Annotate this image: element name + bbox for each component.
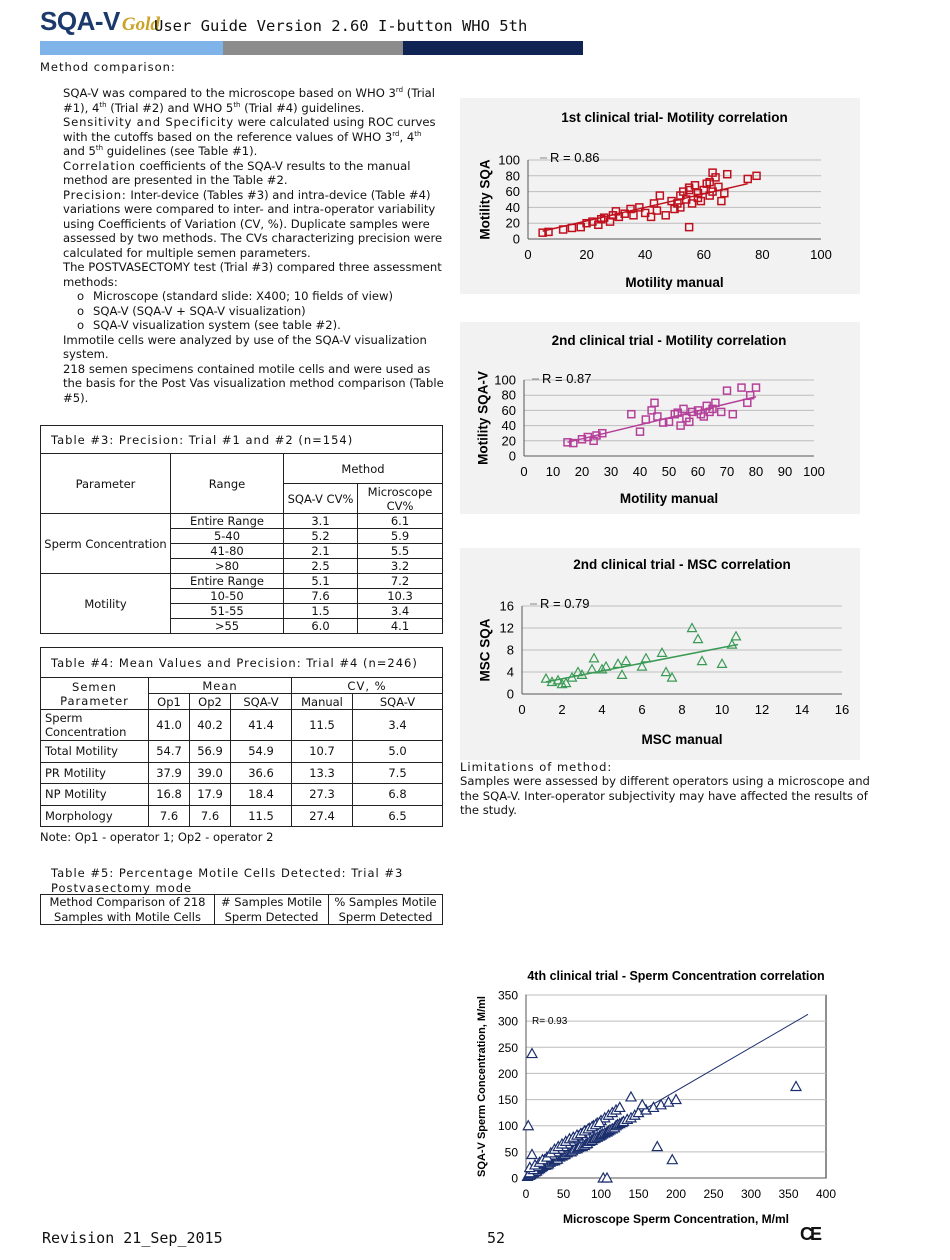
data-point bbox=[562, 679, 571, 687]
x-tick-label: 250 bbox=[703, 1187, 724, 1201]
table-header: SQA-V bbox=[231, 694, 292, 710]
intro-paragraph-1: SQA-V was compared to the microscope based on WHO 3rd (Trial #1), 4th (Trial #2) and WHO 5th (Trial #4) guidelines. bbox=[63, 86, 436, 115]
x-axis-label: Microscope Sperm Concentration, M/ml bbox=[562, 1212, 790, 1226]
x-tick-label: 100 bbox=[810, 247, 832, 262]
data-point bbox=[791, 1082, 801, 1091]
data-point bbox=[637, 428, 644, 435]
table-5-motile-cells bbox=[40, 894, 443, 925]
table-header: Mean bbox=[149, 678, 292, 694]
x-tick-label: 90 bbox=[777, 464, 793, 479]
chart-msc-trial-2 bbox=[460, 548, 860, 760]
x-tick-label: 6 bbox=[638, 702, 646, 717]
table-4-caption: Table #4: Mean Values and Precision: Trial #4 (n=246) bbox=[41, 648, 443, 678]
table-cell: Entire Range bbox=[171, 514, 284, 529]
correlation-paragraph: Correlation coefficients of the SQA-V results to the manual method are presented in the Table #2. bbox=[63, 158, 411, 187]
table-row: Morphology 7.6 7.6 11.5 27.4 6.5 bbox=[41, 805, 443, 827]
chart-concentration-trial-4 bbox=[468, 960, 848, 1230]
x-tick-label: 8 bbox=[678, 702, 686, 717]
page-number: 52 bbox=[487, 1229, 506, 1247]
x-tick-label: 0 bbox=[520, 464, 528, 479]
x-tick-label: 20 bbox=[574, 464, 590, 479]
x-tick-label: 60 bbox=[690, 464, 706, 479]
table-header: Semen Parameter bbox=[41, 678, 149, 710]
y-tick-label: 50 bbox=[504, 1145, 518, 1160]
y-tick-label: 250 bbox=[497, 1040, 518, 1055]
table-cell: 3.2 bbox=[358, 559, 443, 574]
x-tick-label: 300 bbox=[740, 1187, 762, 1201]
chart-title: 2nd clinical trial - Motility correlation bbox=[551, 333, 787, 348]
data-point bbox=[718, 408, 725, 415]
chart-title: 4th clinical trial - Sperm Concentration correlation bbox=[527, 969, 825, 983]
chart-motility-trial-2 bbox=[460, 322, 860, 514]
table-header: Range bbox=[171, 454, 284, 514]
y-tick-label: 0 bbox=[508, 448, 516, 464]
list-item: o SQA-V visualization system (see table #2). bbox=[77, 318, 341, 332]
table-4-mean-values bbox=[40, 647, 443, 827]
table-header: Method bbox=[284, 454, 443, 484]
x-axis-label: Motility manual bbox=[625, 275, 724, 290]
chart-motility-trial-1 bbox=[460, 98, 860, 294]
table-header: SQA-V bbox=[353, 694, 443, 710]
table-note: Note: Op1 - operator 1; Op2 - operator 2 bbox=[40, 830, 274, 844]
data-point bbox=[729, 411, 736, 418]
x-tick-label: 0 bbox=[524, 247, 532, 262]
table-header: # Samples Motile Sperm Detected bbox=[215, 895, 329, 925]
table-header: Method Comparison of 218 Samples with Motile Cells bbox=[41, 895, 215, 925]
y-tick-label: 16 bbox=[499, 598, 514, 614]
x-tick-label: 40 bbox=[632, 464, 648, 479]
data-point bbox=[527, 1049, 537, 1058]
data-point bbox=[668, 673, 677, 681]
table-cell: 5.5 bbox=[358, 544, 443, 559]
data-point bbox=[698, 657, 707, 665]
y-axis-label: Motility SQA-V bbox=[475, 371, 491, 465]
chart-title: 1st clinical trial- Motility correlation bbox=[561, 110, 788, 125]
table-cell: 5.1 bbox=[284, 574, 358, 589]
table-cell: 2.1 bbox=[284, 544, 358, 559]
x-tick-label: 350 bbox=[778, 1187, 799, 1201]
data-point bbox=[651, 399, 658, 406]
data-point bbox=[732, 632, 741, 640]
x-tick-label: 200 bbox=[665, 1187, 687, 1201]
table-group-label: Motility bbox=[41, 574, 171, 634]
table-cell: 3.1 bbox=[284, 514, 358, 529]
x-tick-label: 14 bbox=[794, 702, 810, 717]
data-point bbox=[628, 411, 635, 418]
data-point bbox=[642, 416, 649, 423]
x-tick-label: 40 bbox=[637, 247, 653, 262]
sqa-v-gold-logo bbox=[40, 6, 160, 36]
data-point bbox=[744, 399, 751, 406]
y-tick-label: 100 bbox=[494, 372, 516, 388]
table-cell: >80 bbox=[171, 559, 284, 574]
y-tick-label: 60 bbox=[501, 402, 516, 418]
data-point bbox=[686, 224, 693, 231]
y-tick-label: 0 bbox=[511, 1171, 518, 1186]
specimens-paragraph: 218 semen specimens contained motile cells and were used as the basis for the Post Vas visualization method comparison (Table #5). bbox=[63, 361, 444, 405]
intro-text bbox=[63, 86, 445, 405]
correlation-annotation: R = 0.79 bbox=[540, 596, 590, 611]
x-tick-label: 150 bbox=[628, 1187, 649, 1201]
data-point bbox=[724, 171, 731, 178]
x-tick-label: 80 bbox=[755, 247, 770, 262]
table-cell: 1.5 bbox=[284, 604, 358, 619]
y-tick-label: 150 bbox=[497, 1093, 518, 1108]
data-point bbox=[614, 659, 623, 667]
table-cell: 7.6 bbox=[284, 589, 358, 604]
table-cell: 10.3 bbox=[358, 589, 443, 604]
header-bar-gray bbox=[223, 41, 403, 55]
y-tick-label: 0 bbox=[512, 231, 520, 247]
x-tick-label: 50 bbox=[661, 464, 677, 479]
table-cell: 41-80 bbox=[171, 544, 284, 559]
table-header: Op1 bbox=[149, 694, 190, 710]
y-axis-label: Motility SQA bbox=[477, 159, 493, 240]
y-tick-label: 40 bbox=[505, 199, 520, 215]
x-axis-label: Motility manual bbox=[619, 491, 719, 506]
x-tick-label: 10 bbox=[714, 702, 730, 717]
y-tick-label: 0 bbox=[506, 686, 514, 702]
table-header: Microscope CV% bbox=[358, 484, 443, 514]
table-cell: 2.5 bbox=[284, 559, 358, 574]
data-point bbox=[658, 648, 667, 656]
y-axis-label: SQA-V Sperm Concentration, M/ml bbox=[475, 996, 488, 1177]
x-tick-label: 2 bbox=[558, 702, 566, 717]
table-cell: >55 bbox=[171, 619, 284, 634]
data-point bbox=[718, 659, 727, 667]
data-point bbox=[626, 1092, 636, 1101]
y-axis-label: MSC SQA bbox=[477, 618, 493, 682]
table-row: NP Motility 16.8 17.9 18.4 27.3 6.8 bbox=[41, 784, 443, 806]
data-point bbox=[652, 1142, 662, 1151]
data-point bbox=[753, 384, 760, 391]
x-tick-label: 20 bbox=[579, 247, 594, 262]
precision-paragraph: Precision: Inter-device (Tables #3) and intra-device (Table #4) variations were compared to inter- and intra-operator variability using Coefficients of Variation (CV, %). Duplicate samples were assessed by two methods. The CVs characterizing precision were calculated for multiple semen parameters. bbox=[63, 187, 443, 260]
x-tick-label: 100 bbox=[803, 464, 825, 479]
x-tick-label: 100 bbox=[590, 1187, 612, 1201]
x-tick-label: 4 bbox=[598, 702, 606, 717]
table-cell: 7.2 bbox=[358, 574, 443, 589]
y-tick-label: 100 bbox=[498, 152, 520, 168]
data-point bbox=[738, 384, 745, 391]
header-bar-navy bbox=[403, 41, 583, 55]
y-tick-label: 60 bbox=[505, 184, 520, 200]
data-point bbox=[724, 387, 731, 394]
list-item: o SQA-V (SQA-V + SQA-V visualization) bbox=[77, 303, 306, 318]
table-cell: 6.0 bbox=[284, 619, 358, 634]
y-tick-label: 40 bbox=[501, 418, 516, 434]
x-tick-label: 10 bbox=[545, 464, 561, 479]
table-cell: 5-40 bbox=[171, 529, 284, 544]
table-header: Op2 bbox=[190, 694, 231, 710]
x-tick-label: 0 bbox=[518, 702, 526, 717]
data-point bbox=[662, 212, 669, 219]
table-5-caption: Table #5: Percentage Motile Cells Detected: Trial #3 Postvasectomy mode bbox=[51, 866, 404, 895]
y-tick-label: 350 bbox=[497, 988, 518, 1003]
y-tick-label: 12 bbox=[499, 620, 514, 636]
data-point bbox=[671, 1095, 681, 1104]
chart-title: 2nd clinical trial - MSC correlation bbox=[573, 557, 791, 572]
y-tick-label: 80 bbox=[505, 168, 520, 184]
data-point bbox=[667, 1155, 677, 1164]
revision-label: Revision 21_Sep_2015 bbox=[42, 1229, 223, 1247]
y-tick-label: 4 bbox=[506, 664, 514, 680]
correlation-annotation: R = 0.86 bbox=[550, 150, 600, 165]
table-row: Sperm Concentration 41.0 40.2 41.4 11.5 3.4 bbox=[41, 710, 443, 741]
y-tick-label: 20 bbox=[501, 433, 516, 449]
section-title: Method comparison: bbox=[40, 60, 176, 74]
x-axis-label: MSC manual bbox=[641, 732, 723, 747]
x-tick-label: 50 bbox=[556, 1187, 571, 1201]
list-item: o Microscope (standard slide: X400; 10 fields of view) bbox=[77, 289, 394, 303]
table-cell: 5.9 bbox=[358, 529, 443, 544]
method-list bbox=[63, 289, 445, 333]
data-point bbox=[618, 670, 627, 678]
data-point bbox=[694, 635, 703, 643]
x-tick-label: 16 bbox=[834, 702, 850, 717]
x-tick-label: 80 bbox=[748, 464, 764, 479]
table-header: CV, % bbox=[292, 678, 443, 694]
table-cell: Entire Range bbox=[171, 574, 284, 589]
x-tick-label: 70 bbox=[719, 464, 735, 479]
correlation-annotation: R= 0.93 bbox=[532, 1016, 568, 1027]
table-cell: 5.2 bbox=[284, 529, 358, 544]
y-tick-label: 300 bbox=[497, 1014, 518, 1029]
x-tick-label: 30 bbox=[603, 464, 619, 479]
table-header: % Samples Motile Sperm Detected bbox=[329, 895, 443, 925]
immotile-paragraph: Immotile cells were analyzed by use of the SQA-V visualization system. bbox=[63, 332, 427, 361]
data-point bbox=[744, 175, 751, 182]
data-point bbox=[642, 654, 651, 662]
postvasectomy-paragraph: The POSTVASECTOMY test (Trial #3) compared three assessment methods: bbox=[63, 260, 442, 289]
table-3-precision bbox=[40, 425, 443, 634]
y-tick-label: 80 bbox=[501, 387, 516, 403]
data-point bbox=[718, 198, 725, 205]
x-tick-label: 400 bbox=[815, 1187, 837, 1201]
limitations-title: Limitations of method: bbox=[460, 760, 613, 774]
x-tick-label: 60 bbox=[696, 247, 712, 262]
data-point bbox=[590, 654, 599, 662]
document-title: User Guide Version 2.60 I-button WHO 5th bbox=[154, 17, 528, 35]
logo-main-text: SQA-V bbox=[40, 6, 120, 36]
ce-mark-logo: CE bbox=[800, 1224, 820, 1244]
table-group-label: Sperm Concentration bbox=[41, 514, 171, 574]
y-tick-label: 8 bbox=[506, 642, 514, 658]
x-tick-label: 12 bbox=[754, 702, 770, 717]
data-point bbox=[527, 1149, 537, 1158]
table-header: SQA-V CV% bbox=[284, 484, 358, 514]
data-point bbox=[523, 1121, 533, 1130]
data-point bbox=[728, 640, 737, 648]
correlation-annotation: R = 0.87 bbox=[542, 371, 592, 386]
table-cell: 6.1 bbox=[358, 514, 443, 529]
table-row: PR Motility 37.9 39.0 36.6 13.3 7.5 bbox=[41, 762, 443, 784]
y-tick-label: 20 bbox=[505, 215, 520, 231]
table-cell: 3.4 bbox=[358, 604, 443, 619]
data-point bbox=[542, 674, 551, 682]
logo-gold-text: Gold bbox=[121, 14, 160, 35]
table-cell: 10-50 bbox=[171, 589, 284, 604]
table-cell: 51-55 bbox=[171, 604, 284, 619]
y-tick-label: 100 bbox=[497, 1119, 518, 1134]
table-3-caption: Table #3: Precision: Trial #1 and #2 (n=154) bbox=[41, 426, 443, 454]
header-bar-light-blue bbox=[40, 41, 223, 55]
x-tick-label: 0 bbox=[522, 1187, 530, 1201]
table-header: Parameter bbox=[41, 454, 171, 514]
sensitivity-paragraph: Sensitivity and Specificity were calculated using ROC curves with the cutoffs based on the reference values of WHO 3rd, 4th and 5th guidelines (see Table #1). bbox=[63, 115, 436, 158]
table-header: Manual bbox=[292, 694, 353, 710]
data-point bbox=[622, 657, 631, 665]
data-point bbox=[656, 192, 663, 199]
table-cell: 4.1 bbox=[358, 619, 443, 634]
table-row: Total Motility 54.7 56.9 54.9 10.7 5.0 bbox=[41, 741, 443, 763]
limitations-text: Samples were assessed by different operators using a microscope and the SQA-V. Inter-operator subjectivity may have affected the results of the study. bbox=[460, 774, 870, 817]
y-tick-label: 200 bbox=[497, 1066, 518, 1081]
